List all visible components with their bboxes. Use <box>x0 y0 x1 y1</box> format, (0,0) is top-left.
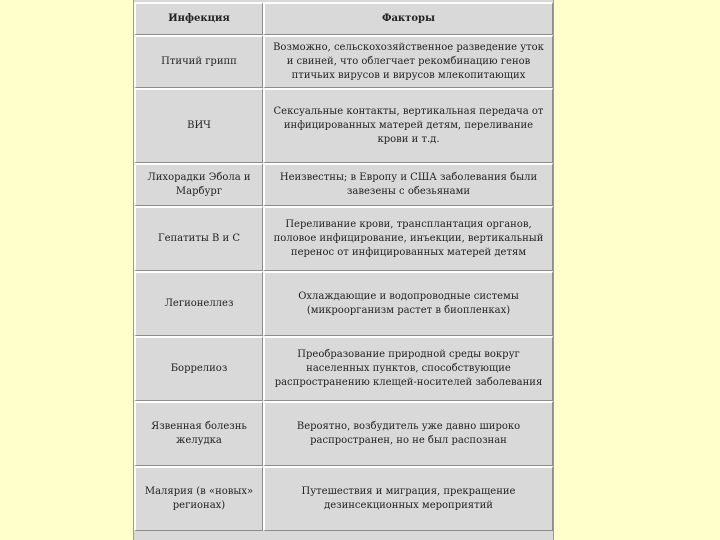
infection-cell: Гепатиты B и C <box>134 206 263 271</box>
table-row <box>134 206 553 271</box>
table-row <box>134 88 553 163</box>
infection-cell: ВИЧ <box>134 88 263 163</box>
factors-cell: Путешествия и миграция, прекращение дезинсекционных мероприятий <box>263 466 553 531</box>
table-row <box>134 466 553 531</box>
infection-cell: Лихорадки Эбола и Марбург <box>134 163 263 206</box>
infection-cell: Легионеллез <box>134 271 263 336</box>
table-row <box>134 271 553 336</box>
infections-table <box>134 2 553 531</box>
header-factors: Факторы <box>263 2 553 35</box>
factors-cell: Вероятно, возбудитель уже давно широко распространен, но не был распознан <box>263 401 553 466</box>
factors-cell: Преобразование природной среды вокруг населенных пунктов, способствующие распространению клещей-носителей заболевания <box>263 336 553 401</box>
factors-cell: Переливание крови, трансплантация органов, половое инфицирование, инъекции, вертикальный перенос от инфицированных матерей детям <box>263 206 553 271</box>
infection-cell: Боррелиоз <box>134 336 263 401</box>
header-infection: Инфекция <box>134 2 263 35</box>
factors-cell: Сексуальные контакты, вертикальная передача от инфицированных матерей детям, переливание крови и т.д. <box>263 88 553 163</box>
table-header-row <box>134 2 553 35</box>
slide-panel <box>133 0 554 540</box>
infection-cell: Язвенная болезнь желудка <box>134 401 263 466</box>
table-row <box>134 35 553 88</box>
table-row <box>134 163 553 206</box>
table-row <box>134 336 553 401</box>
infection-cell: Малярия (в «новых» регионах) <box>134 466 263 531</box>
factors-cell: Неизвестны; в Европу и США заболевания были завезены с обезьянами <box>263 163 553 206</box>
table-row <box>134 401 553 466</box>
infection-cell: Птичий грипп <box>134 35 263 88</box>
factors-cell: Охлаждающие и водопроводные системы (микроорганизм растет в биопленках) <box>263 271 553 336</box>
factors-cell: Возможно, сельскохозяйственное разведение уток и свиней, что облегчает рекомбинацию генов птичьих вирусов и вирусов млекопитающих <box>263 35 553 88</box>
